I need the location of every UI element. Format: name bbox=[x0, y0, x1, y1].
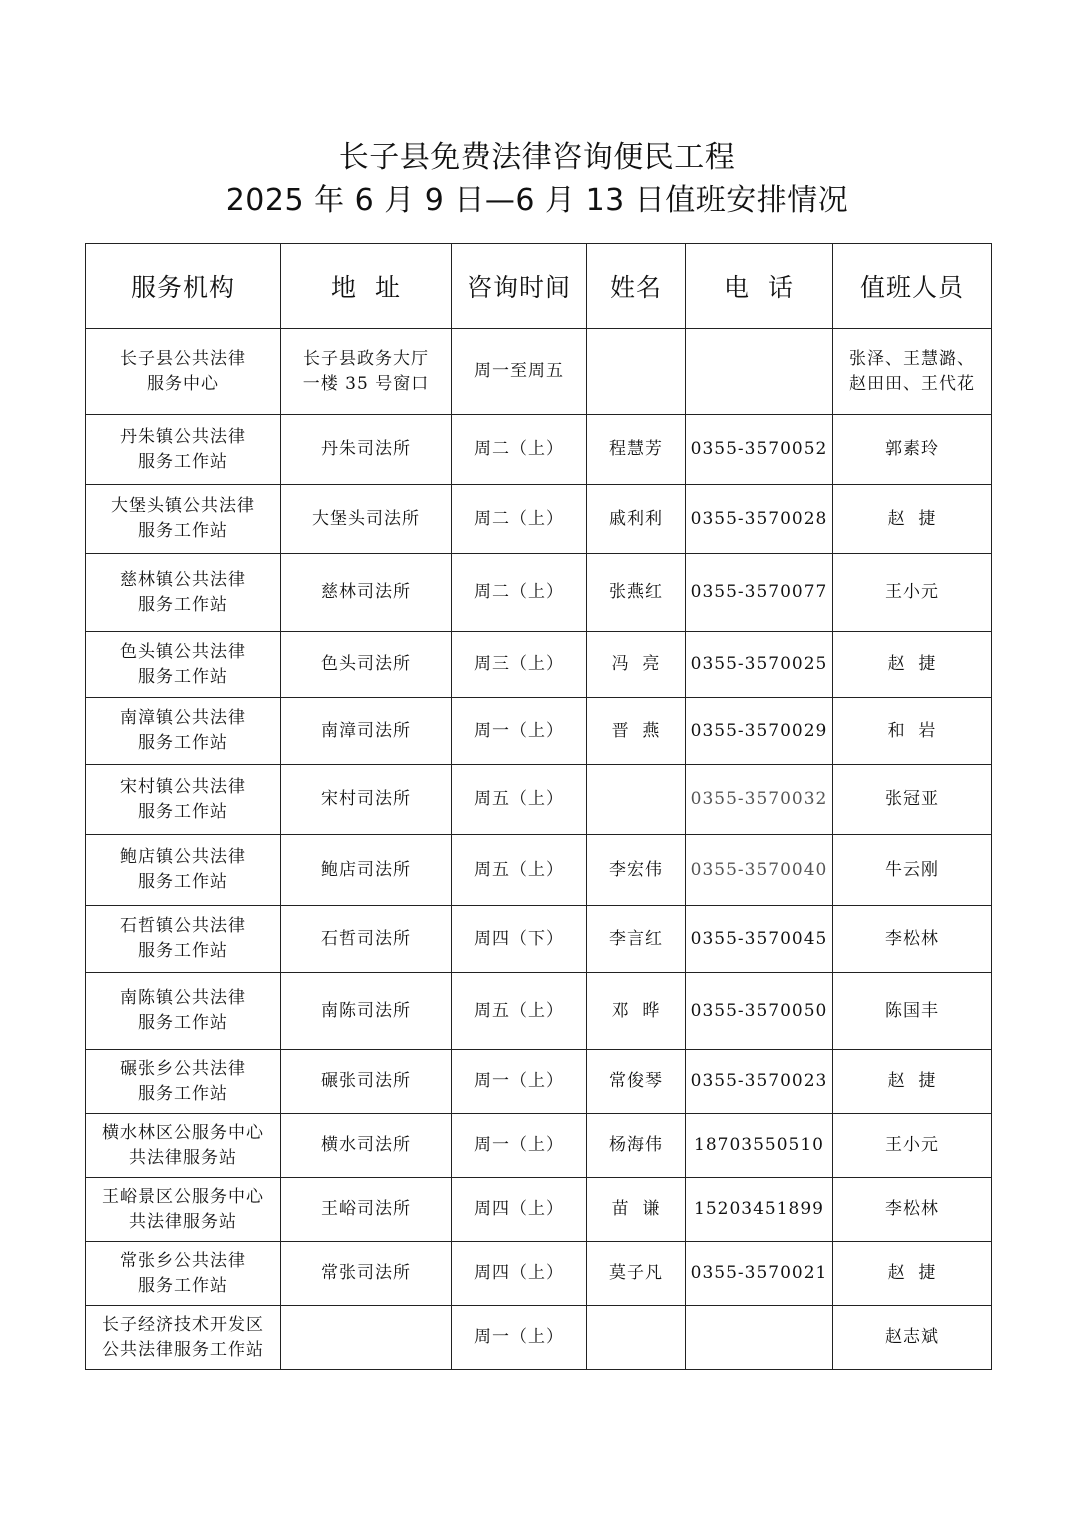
address-cell bbox=[281, 835, 452, 906]
address-cell bbox=[281, 1306, 452, 1370]
consult-time-cell: 周二（上） bbox=[452, 554, 587, 632]
table-row bbox=[86, 906, 992, 973]
address-line: 石哲司法所 bbox=[321, 928, 411, 949]
service-org-line: 王峪景区公服务中心 bbox=[102, 1186, 264, 1207]
duty-staff-cell bbox=[833, 698, 992, 765]
duty-staff-cell bbox=[833, 415, 992, 485]
service-org-cell bbox=[86, 485, 281, 554]
consult-time-cell: 周一（上） bbox=[452, 698, 587, 765]
duty-staff-line: 赵 捷 bbox=[887, 1263, 937, 1283]
service-org-cell bbox=[86, 415, 281, 485]
table-row bbox=[86, 765, 992, 835]
duty-staff-line: 牛云刚 bbox=[885, 859, 939, 880]
service-org-line: 服务工作站 bbox=[138, 872, 228, 892]
staff-name-cell bbox=[587, 1306, 686, 1370]
service-org-cell bbox=[86, 1242, 281, 1306]
table-row bbox=[86, 1050, 992, 1114]
duty-staff-cell bbox=[833, 1306, 992, 1370]
duty-staff-cell bbox=[833, 973, 992, 1050]
consult-time-cell: 周三（上） bbox=[452, 632, 587, 698]
address-cell bbox=[281, 1114, 452, 1178]
service-org-line: 长子县公共法律 bbox=[120, 348, 246, 369]
address-line: 王峪司法所 bbox=[321, 1199, 411, 1219]
duty-staff-line: 李松林 bbox=[885, 928, 939, 949]
table-row bbox=[86, 698, 992, 765]
duty-staff-cell bbox=[833, 1050, 992, 1114]
duty-staff-line: 王小元 bbox=[885, 582, 939, 602]
staff-name-cell: 苗 谦 bbox=[587, 1178, 686, 1242]
service-org-line: 丹朱镇公共法律 bbox=[120, 426, 246, 447]
service-org-line: 服务工作站 bbox=[138, 594, 228, 615]
address-cell bbox=[281, 1178, 452, 1242]
service-org-cell bbox=[86, 329, 281, 415]
service-org-cell bbox=[86, 698, 281, 765]
staff-name-cell: 李言红 bbox=[587, 906, 686, 973]
phone-cell: 0355-3570021 bbox=[686, 1242, 833, 1306]
service-org-cell bbox=[86, 554, 281, 632]
staff-name-cell bbox=[587, 329, 686, 415]
duty-staff-line: 赵田田、王代花 bbox=[849, 373, 975, 394]
service-org-line: 石哲镇公共法律 bbox=[120, 916, 246, 936]
table-row bbox=[86, 973, 992, 1050]
header-duty-staff: 值班人员 bbox=[833, 244, 992, 329]
staff-name-cell: 晋 燕 bbox=[587, 698, 686, 765]
duty-staff-cell bbox=[833, 765, 992, 835]
address-cell bbox=[281, 973, 452, 1050]
consult-time-cell: 周二（上） bbox=[452, 485, 587, 554]
consult-time-cell: 周五（上） bbox=[452, 973, 587, 1050]
service-org-line: 南漳镇公共法律 bbox=[120, 708, 246, 728]
consult-time-cell: 周二（上） bbox=[452, 415, 587, 485]
address-cell bbox=[281, 1242, 452, 1306]
phone-cell bbox=[686, 329, 833, 415]
consult-time-cell: 周四（下） bbox=[452, 906, 587, 973]
address-line: 常张司法所 bbox=[321, 1263, 411, 1283]
consult-time-cell: 周五（上） bbox=[452, 835, 587, 906]
duty-staff-cell bbox=[833, 835, 992, 906]
phone-cell: 0355-3570023 bbox=[686, 1050, 833, 1114]
service-org-line: 长子经济技术开发区 bbox=[102, 1314, 264, 1335]
duty-staff-cell bbox=[833, 1114, 992, 1178]
duty-staff-cell bbox=[833, 906, 992, 973]
service-org-line: 宋村镇公共法律 bbox=[120, 776, 246, 797]
staff-name-cell: 冯 亮 bbox=[587, 632, 686, 698]
header-consult-time: 咨询时间 bbox=[452, 244, 587, 329]
service-org-line: 服务工作站 bbox=[138, 801, 228, 822]
duty-staff-line: 张冠亚 bbox=[885, 789, 939, 809]
duty-staff-line: 郭素玲 bbox=[885, 439, 939, 459]
consult-time-cell: 周一（上） bbox=[452, 1306, 587, 1370]
duty-schedule-table bbox=[85, 243, 992, 1370]
phone-cell: 0355-3570077 bbox=[686, 554, 833, 632]
header-service-org: 服务机构 bbox=[86, 244, 281, 329]
phone-cell: 15203451899 bbox=[686, 1178, 833, 1242]
service-org-line: 服务工作站 bbox=[138, 1013, 228, 1033]
duty-staff-line: 张泽、王慧潞、 bbox=[849, 348, 975, 369]
address-line: 横水司法所 bbox=[321, 1135, 411, 1155]
address-line: 鲍店司法所 bbox=[321, 859, 411, 880]
service-org-line: 服务工作站 bbox=[138, 941, 228, 961]
duty-staff-line: 赵 捷 bbox=[887, 1071, 937, 1091]
staff-name-cell: 邓 晔 bbox=[587, 973, 686, 1050]
staff-name-cell bbox=[587, 765, 686, 835]
duty-staff-line: 李松林 bbox=[885, 1199, 939, 1219]
staff-name-cell: 戚利利 bbox=[587, 485, 686, 554]
service-org-line: 鲍店镇公共法律 bbox=[120, 847, 246, 867]
address-line: 长子县政务大厅 bbox=[303, 348, 429, 369]
duty-staff-cell bbox=[833, 1178, 992, 1242]
staff-name-cell: 莫子凡 bbox=[587, 1242, 686, 1306]
address-line: 慈林司法所 bbox=[321, 582, 411, 602]
service-org-line: 大堡头镇公共法律 bbox=[111, 496, 255, 516]
table-row bbox=[86, 632, 992, 698]
service-org-cell bbox=[86, 973, 281, 1050]
address-line: 色头司法所 bbox=[321, 654, 411, 674]
staff-name-cell: 李宏伟 bbox=[587, 835, 686, 906]
document-title: 长子县免费法律咨询便民工程 bbox=[338, 140, 736, 175]
duty-staff-cell bbox=[833, 632, 992, 698]
address-cell bbox=[281, 1050, 452, 1114]
service-org-cell bbox=[86, 1050, 281, 1114]
phone-cell: 0355-3570025 bbox=[686, 632, 833, 698]
service-org-line: 服务工作站 bbox=[138, 666, 228, 687]
staff-name-cell: 张燕红 bbox=[587, 554, 686, 632]
service-org-cell bbox=[86, 632, 281, 698]
service-org-line: 慈林镇公共法律 bbox=[120, 569, 246, 590]
service-org-cell bbox=[86, 906, 281, 973]
address-cell bbox=[281, 415, 452, 485]
address-cell bbox=[281, 698, 452, 765]
address-cell bbox=[281, 554, 452, 632]
table-row bbox=[86, 485, 992, 554]
consult-time-cell: 周四（上） bbox=[452, 1242, 587, 1306]
consult-time-cell: 周一至周五 bbox=[452, 329, 587, 415]
service-org-line: 碾张乡公共法律 bbox=[120, 1058, 246, 1079]
duty-staff-cell bbox=[833, 485, 992, 554]
header-phone: 电 话 bbox=[686, 244, 833, 329]
table-row bbox=[86, 415, 992, 485]
duty-staff-cell bbox=[833, 554, 992, 632]
service-org-line: 共法律服务站 bbox=[129, 1147, 237, 1168]
address-line: 丹朱司法所 bbox=[321, 439, 411, 459]
header-name: 姓名 bbox=[587, 244, 686, 329]
staff-name-cell: 杨海伟 bbox=[587, 1114, 686, 1178]
address-line: 宋村司法所 bbox=[321, 789, 411, 809]
table-row bbox=[86, 554, 992, 632]
address-cell bbox=[281, 329, 452, 415]
service-org-line: 常张乡公共法律 bbox=[120, 1250, 246, 1271]
consult-time-cell: 周一（上） bbox=[452, 1114, 587, 1178]
service-org-cell bbox=[86, 1306, 281, 1370]
address-line: 南陈司法所 bbox=[321, 1000, 411, 1021]
phone-cell: 18703550510 bbox=[686, 1114, 833, 1178]
address-cell bbox=[281, 632, 452, 698]
phone-cell: 0355-3570029 bbox=[686, 698, 833, 765]
duty-staff-line: 和 岩 bbox=[887, 720, 937, 741]
phone-cell: 0355-3570052 bbox=[686, 415, 833, 485]
duty-staff-line: 王小元 bbox=[885, 1135, 939, 1155]
duty-staff-line: 赵 捷 bbox=[887, 508, 937, 529]
address-line: 大堡头司法所 bbox=[312, 508, 420, 529]
phone-cell: 0355-3570045 bbox=[686, 906, 833, 973]
service-org-line: 共法律服务站 bbox=[129, 1211, 237, 1232]
staff-name-cell: 常俊琴 bbox=[587, 1050, 686, 1114]
service-org-cell bbox=[86, 835, 281, 906]
header-address: 地 址 bbox=[281, 244, 452, 329]
service-org-line: 公共法律服务工作站 bbox=[102, 1339, 264, 1360]
service-org-line: 横水林区公服务中心 bbox=[102, 1122, 264, 1143]
consult-time-cell: 周四（上） bbox=[452, 1178, 587, 1242]
service-org-line: 服务工作站 bbox=[138, 1275, 228, 1296]
service-org-line: 服务工作站 bbox=[138, 733, 228, 753]
table-header-row bbox=[86, 244, 992, 329]
service-org-cell bbox=[86, 765, 281, 835]
service-org-line: 服务工作站 bbox=[138, 451, 228, 472]
service-org-cell bbox=[86, 1114, 281, 1178]
table-row bbox=[86, 1306, 992, 1370]
address-cell bbox=[281, 485, 452, 554]
service-org-line: 南陈镇公共法律 bbox=[120, 988, 246, 1008]
address-cell bbox=[281, 765, 452, 835]
service-org-line: 服务工作站 bbox=[138, 521, 228, 541]
staff-name-cell: 程慧芳 bbox=[587, 415, 686, 485]
duty-staff-line: 赵 捷 bbox=[887, 654, 937, 674]
address-cell bbox=[281, 906, 452, 973]
consult-time-cell: 周五（上） bbox=[452, 765, 587, 835]
table-row bbox=[86, 1178, 992, 1242]
consult-time-cell: 周一（上） bbox=[452, 1050, 587, 1114]
phone-cell: 0355-3570040 bbox=[686, 835, 833, 906]
duty-staff-line: 赵志斌 bbox=[885, 1327, 939, 1347]
address-line: 碾张司法所 bbox=[321, 1071, 411, 1091]
phone-cell: 0355-3570028 bbox=[686, 485, 833, 554]
duty-staff-cell bbox=[833, 1242, 992, 1306]
phone-cell: 0355-3570050 bbox=[686, 973, 833, 1050]
table-row bbox=[86, 835, 992, 906]
service-org-line: 服务中心 bbox=[147, 373, 219, 394]
service-org-line: 色头镇公共法律 bbox=[120, 641, 246, 662]
table-row bbox=[86, 1242, 992, 1306]
table-row bbox=[86, 329, 992, 415]
duty-staff-cell bbox=[833, 329, 992, 415]
address-line: 南漳司法所 bbox=[321, 720, 411, 741]
service-org-line: 服务工作站 bbox=[138, 1083, 228, 1104]
service-org-cell bbox=[86, 1178, 281, 1242]
document-subtitle: 2025 年 6 月 9 日—6 月 13 日值班安排情况 bbox=[225, 183, 849, 218]
duty-staff-line: 陈国丰 bbox=[885, 1000, 939, 1021]
table-row bbox=[86, 1114, 992, 1178]
phone-cell bbox=[686, 1306, 833, 1370]
phone-cell: 0355-3570032 bbox=[686, 765, 833, 835]
address-line: 一楼 35 号窗口 bbox=[302, 373, 430, 394]
